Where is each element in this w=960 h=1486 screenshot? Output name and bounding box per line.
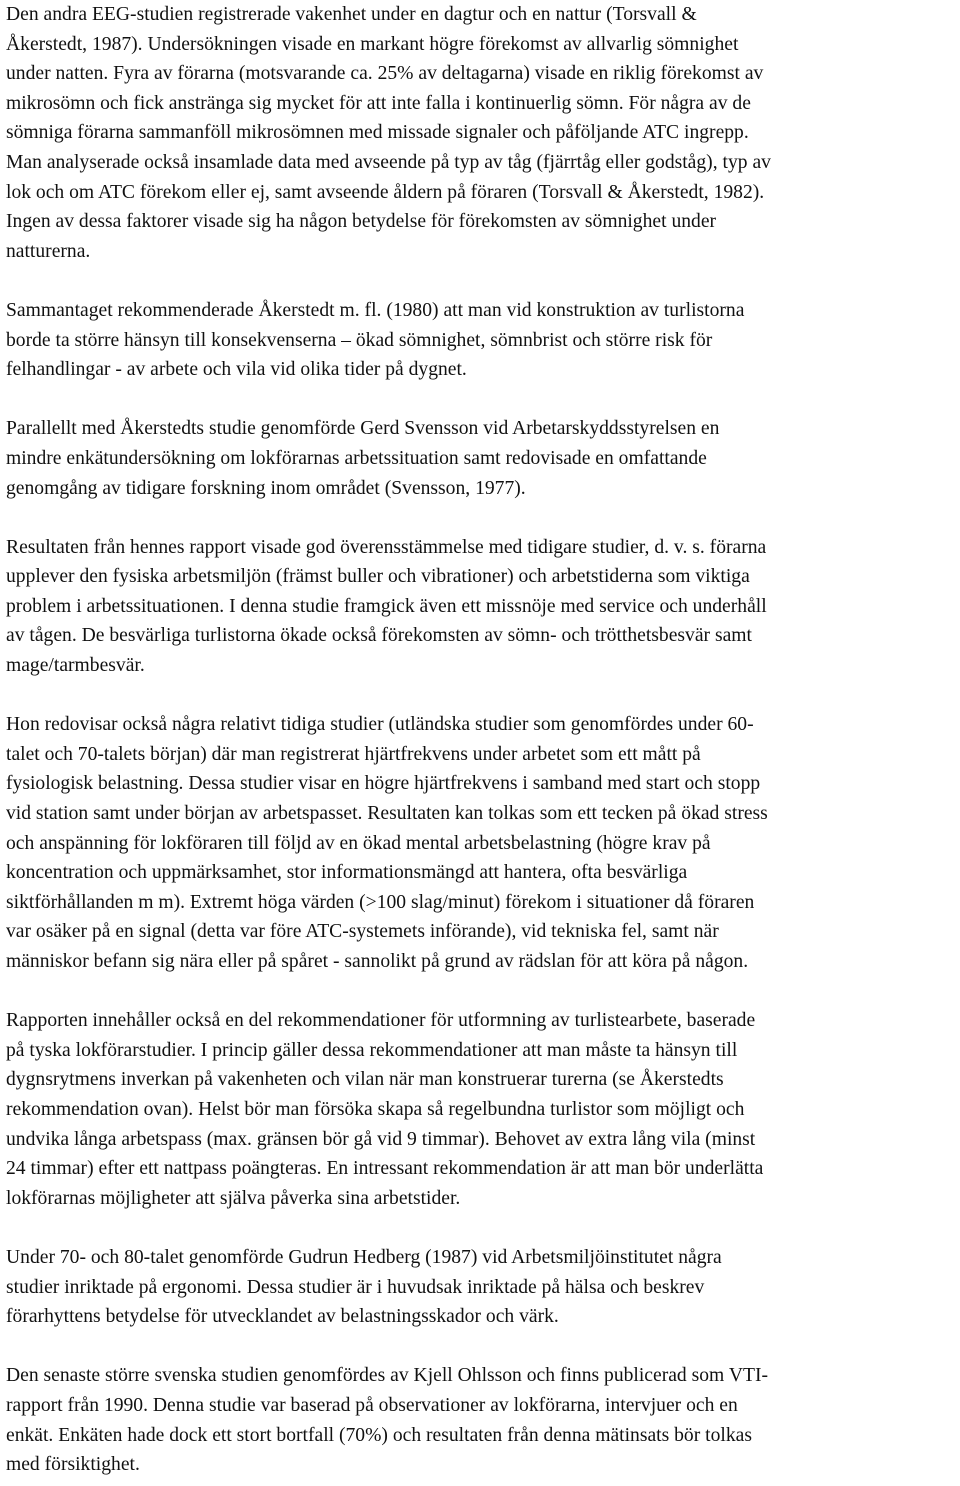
text-line: Sammantaget rekommenderade Åkerstedt m. fl. (1980) att man vid konstruktion av turlistorna [6, 299, 745, 321]
text-line: Den senaste större svenska studien genomfördes av Kjell Ohlsson och finns publicerad som VTI- [6, 1365, 768, 1387]
text-line: lokförarnas möjligheter att själva påverka sina arbetstider. [6, 1187, 461, 1209]
text-line: Åkerstedt, 1987). Undersökningen visade en markant högre förekomst av allvarlig sömnighet [6, 33, 739, 55]
text-line: var osäker på en signal (detta var före ATC-systemets införande), vid tekniska fel, samt när [6, 921, 719, 943]
text-line: rapport från 1990. Denna studie var baserad på observationer av lokförarna, intervjuer och en [6, 1394, 738, 1416]
paragraph-spacer [6, 977, 958, 1007]
paragraph-svensson-study [6, 414, 958, 503]
document-body [6, 0, 958, 1480]
text-line: talet och 70-talets början) där man registrerat hjärtfrekvens under arbetet som ett mått på [6, 743, 701, 765]
text-line: mikrosömn och fick anstränga sig mycket för att inte falla i kontinuerlig sömn. För några av de [6, 92, 751, 114]
paragraph-spacer [6, 385, 958, 415]
text-line: lok och om ATC förekom eller ej, samt avseende åldern på föraren (Torsvall & Åkerstedt, 1982). [6, 181, 765, 203]
text-line: koncentration och uppmärksamhet, stor informationsmängd att hantera, ofta besvärliga [6, 862, 688, 884]
text-line: vid station samt under början av arbetspasset. Resultaten kan tolkas som ett tecken på ökad stress [6, 803, 768, 825]
paragraph-eeg-study [6, 0, 958, 266]
text-line: enkät. Enkäten hade dock ett stort bortfall (70%) och resultaten från denna mätinsats bör tolkas [6, 1424, 752, 1446]
text-line: felhandlingar - av arbete och vila vid olika tider på dygnet. [6, 359, 467, 381]
text-line: genomgång av tidigare forskning inom området (Svensson, 1977). [6, 477, 526, 499]
text-line: Den andra EEG-studien registrerade vakenhet under en dagtur och en nattur (Torsvall & [6, 4, 697, 25]
paragraph-spacer [6, 1213, 958, 1243]
text-line: av tågen. De besvärliga turlistorna ökade också förekomsten av sömn- och trötthetsbesvär samt [6, 625, 752, 647]
text-line: undvika långa arbetspass (max. gränsen bör gå vid 9 timmar). Behovet av extra lång vila (minst [6, 1128, 756, 1150]
text-line: upplever den fysiska arbetsmiljön (främst buller och vibrationer) och arbetstiderna som viktiga [6, 566, 750, 588]
text-line: mage/tarmbesvär. [6, 655, 145, 677]
paragraph-spacer [6, 266, 958, 296]
paragraph-spacer [6, 1332, 958, 1362]
text-line: och anspänning för lokföraren till följd av en ökad mental arbetsbelastning (högre krav på [6, 832, 711, 854]
text-line: siktförhållanden m m). Extremt höga värden (>100 slag/minut) förekom i situationer då föraren [6, 891, 755, 913]
text-line: Hon redovisar också några relativt tidiga studier (utländska studier som genomfördes under 60- [6, 714, 754, 736]
paragraph-report-recommendations [6, 1006, 958, 1213]
paragraph-spacer [6, 503, 958, 533]
text-line: på tyska lokförarstudier. I princip gäller dessa rekommendationer att man måste ta hänsyn till [6, 1039, 738, 1061]
text-line: med försiktighet. [6, 1454, 140, 1476]
text-line: Resultaten från hennes rapport visade god överensstämmelse med tidigare studier, d. v. s. förarna [6, 536, 767, 558]
paragraph-svensson-results [6, 533, 958, 681]
text-line: Ingen av dessa faktorer visade sig ha någon betydelse för förekomsten av sömnighet under [6, 211, 717, 233]
text-line: Under 70- och 80-talet genomförde Gudrun Hedberg (1987) vid Arbetsmiljöinstitutet några [6, 1246, 722, 1268]
text-line: Parallellt med Åkerstedts studie genomförde Gerd Svensson vid Arbetarskyddsstyrelsen en [6, 418, 720, 440]
paragraph-spacer [6, 681, 958, 711]
text-line: mindre enkätundersökning om lokförarnas arbetssituation samt redovisade en omfattande [6, 447, 707, 469]
text-line: Rapporten innehåller också en del rekommendationer för utformning av turlistearbete, baserade [6, 1010, 756, 1032]
text-line: problem i arbetssituationen. I denna studie framgick även ett missnöje med service och underhåll [6, 595, 767, 617]
text-line: sömniga förarna sammanföll mikrosömnen med missade signaler och påföljande ATC ingrepp. [6, 122, 749, 144]
paragraph-heart-rate-studies [6, 710, 958, 976]
text-line: rekommendation ovan). Helst bör man försöka skapa så regelbundna turlistor som möjligt och [6, 1098, 745, 1120]
text-line: natturerna. [6, 240, 91, 262]
text-line: fysiologisk belastning. Dessa studier visar en högre hjärtfrekvens i samband med start och stopp [6, 773, 761, 795]
paragraph-recommendation-akerstedt [6, 296, 958, 385]
text-line: förarhyttens betydelse för utvecklandet av belastningsskador och värk. [6, 1306, 559, 1328]
text-line: människor befann sig nära eller på spåret - sannolikt på grund av rädslan för att köra på någon. [6, 951, 749, 972]
text-line: dygnsrytmens inverkan på vakenheten och vilan när man konstruerar turerna (se Åkerstedts [6, 1069, 724, 1091]
text-line: borde ta större hänsyn till konsekvenserna – ökad sömnighet, sömnbrist och större risk för [6, 329, 713, 351]
text-line: 24 timmar) efter ett nattpass poängteras. En intressant rekommendation är att man bör underlätta [6, 1158, 764, 1180]
paragraph-hedberg-studies [6, 1243, 958, 1332]
text-line: Man analyserade också insamlade data med avseende på typ av tåg (fjärrtåg eller godståg), typ av [6, 151, 771, 173]
paragraph-ohlsson-study [6, 1361, 958, 1479]
text-line: studier inriktade på ergonomi. Dessa studier är i huvudsak inriktade på hälsa och beskrev [6, 1276, 705, 1298]
text-line: under natten. Fyra av förarna (motsvarande ca. 25% av deltagarna) visade en riklig förekomst av [6, 63, 764, 85]
